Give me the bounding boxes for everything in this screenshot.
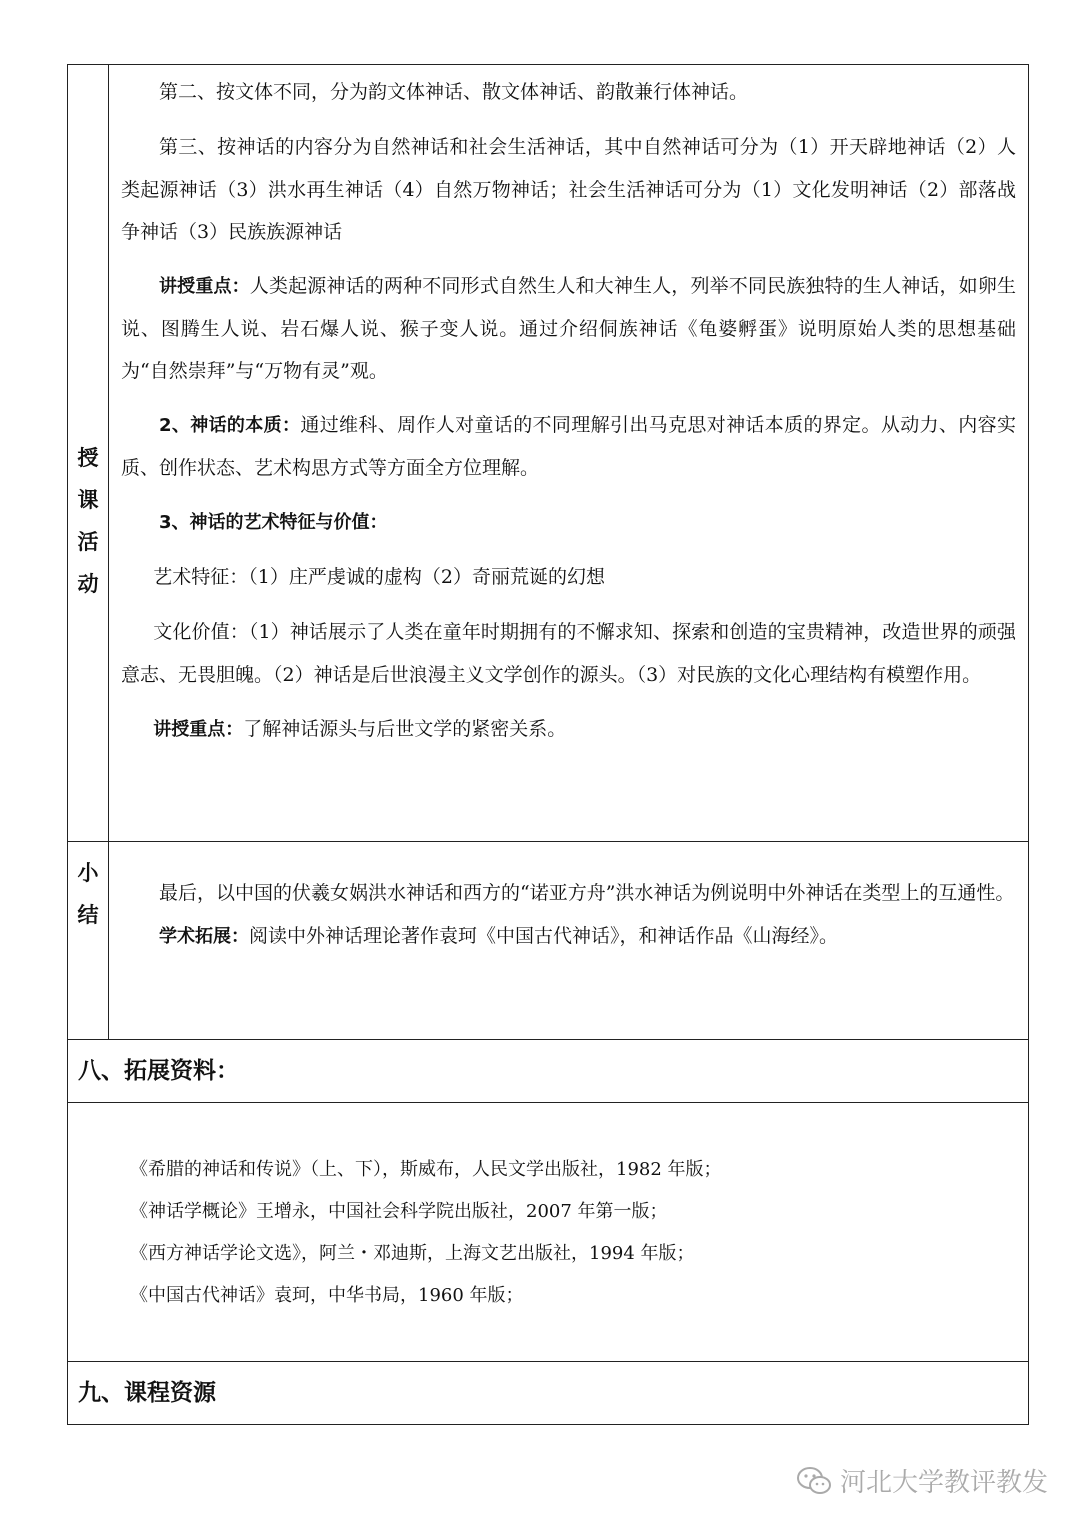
paragraph-heading: 讲授重点： [153,719,244,740]
reference-item: 《中国古代神话》袁珂，中华书局，1960 年版； [130,1285,524,1306]
paragraph-academic-extension [121,915,1016,958]
course-plan-table [67,64,1029,1425]
reference-list [68,1103,1028,1317]
teaching-activity-content-cell [109,65,1029,842]
teaching-activity-label-cell [68,65,109,842]
paragraph-myth-essence [121,404,1016,489]
watermark [796,1462,1048,1499]
paragraph-cultural-value [121,611,1016,696]
paragraph-summary [121,872,1016,915]
paragraph-text: 文化价值：（1）神话展示了人类在童年时期拥有的不懈求知、探索和创造的宝贵精神，改造世界的顽强意志、无畏胆魄。（2）神话是后世浪漫主义文学创作的源头。（3）对民族的文化心理结构有模塑作用。 [121,621,1016,686]
paragraph-text: 最后，以中国的伏羲女娲洪水神话和西方的“诺亚方舟”洪水神话为例说明中外神话在类型上的互通性。 [159,882,1015,904]
paragraph-key-point-origin [121,265,1016,392]
label-char: 课 [77,488,99,512]
summary-row [68,842,1029,1040]
reference-item: 《希腊的神话和传说》（上、下），斯威布，人民文学出版社，1982 年版； [130,1159,722,1180]
teaching-activity-label [68,65,108,605]
paragraph-text: 第二、按文体不同，分为韵文体神话、散文体神话、韵散兼行体神话。 [159,81,749,103]
paragraph-heading: 学术拓展： [159,926,249,947]
reference-item: 《神话学概论》王增永，中国社会科学院出版社，2007 年第一版； [130,1201,668,1222]
teaching-activity-row [68,65,1029,842]
paragraph-heading: 讲授重点： [159,276,250,297]
wechat-icon [796,1466,832,1496]
summary-content-cell [109,842,1029,1040]
section-8-header-row [68,1040,1029,1103]
label-char: 动 [77,572,99,596]
label-char: 授 [77,446,99,470]
paragraph-style-classification [121,71,1016,114]
summary-content [109,842,1028,958]
paragraph-art-features [121,556,1016,599]
paragraph-text: 艺术特征：（1）庄严虔诚的虚构（2）奇丽荒诞的幻想 [153,566,605,588]
paragraph-key-point-literature [121,708,1016,751]
paragraph-text: 人类起源神话的两种不同形式自然生人和大神生人，列举不同民族独特的生人神话，如卵生说、图腾生人说、岩石爆人说、猴子变人说。通过介绍侗族神话《龟婆孵蛋》说明原始人类的思想基础为“自然崇拜”与“万物有灵”观。 [121,275,1016,382]
paragraph-text: 了解神话源头与后世文学的紧密关系。 [243,718,567,740]
section-9-title: 九、课程资源 [68,1362,1029,1425]
paragraph-text: 第三、按神话的内容分为自然神话和社会生活神话，其中自然神话可分为（1）开天辟地神话（2）人类起源神话（3）洪水再生神话（4）自然万物神话；社会生活神话可分为（1）文化发明神话（2）部落战争神话（3）民族族源神话 [121,136,1016,243]
summary-label-cell [68,842,109,1040]
paragraph-heading: 2、神话的本质： [159,415,301,436]
label-char: 小 [77,861,99,885]
watermark-text: 河北大学教评教发 [839,1468,1048,1498]
paragraph-content-classification [121,126,1016,253]
paragraph-art-features-heading [121,501,1016,544]
reference-item: 《西方神话学论文选》，阿兰・邓迪斯，上海文艺出版社，1994 年版； [130,1243,695,1264]
paragraph-text: 通过维科、周作人对童话的不同理解引出马克思对神话本质的界定。从动力、内容实质、创作状态、艺术构思方式等方面全方位理解。 [121,414,1016,479]
section-9-header-row [68,1362,1029,1425]
paragraph-text: 阅读中外神话理论著作袁珂《中国古代神话》，和神话作品《山海经》。 [249,925,839,947]
section-8-refs-row [68,1103,1029,1362]
section-8-refs-cell [68,1103,1029,1362]
paragraph-heading: 3、神话的艺术特征与价值： [159,512,388,533]
label-char: 结 [77,903,99,927]
teaching-activity-content [109,65,1028,751]
label-char: 活 [77,530,99,554]
section-8-title: 八、拓展资料： [68,1040,1029,1103]
summary-label [68,842,108,936]
